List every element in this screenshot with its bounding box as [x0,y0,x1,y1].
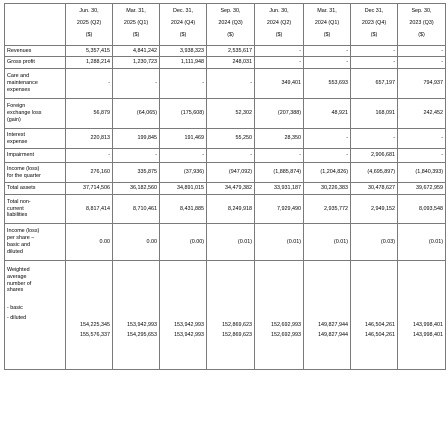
row-label [5,163,66,183]
period-unit: ($) [85,31,93,38]
value-cell: 1,288,214 [66,57,113,69]
value-cell: - [351,46,398,57]
period-unit: ($) [132,31,140,38]
period-unit: ($) [275,31,283,38]
value-cell: - [351,129,398,149]
shares-value-cell [398,261,446,370]
value-cell: 8,431,885 [160,195,207,224]
value-cell: (1,840,393) [398,163,446,183]
period-date: Jun. 30, [79,8,99,14]
value-cell: 1,230,723 [113,57,160,69]
value-cell: 55,250 [207,129,255,149]
value-cell: 8,249,918 [207,195,255,224]
row-label [5,46,66,57]
basic-shares-value: 152,692,993 [271,322,301,328]
row-label [5,183,66,195]
row-label-line: for the quarter [7,172,41,179]
row-label-line: basic and [7,242,31,248]
quarterly-results-table [4,3,446,370]
value-cell: (0.01) [207,224,255,261]
value-cell: 2,935,772 [304,195,351,224]
period-quarter: 2023 (Q4) [361,19,387,26]
value-cell: 335,875 [113,163,160,183]
row-label-line: maintenance [7,80,38,87]
value-cell: (1,885,874) [255,163,304,183]
diluted-label: - diluted [7,315,27,322]
value-cell: 5,357,415 [66,46,113,57]
value-cell: 349,401 [255,69,304,99]
value-cell: 7,929,490 [255,195,304,224]
period-date: Mar. 31, [126,8,146,14]
value-cell: 28,350 [255,129,304,149]
header-blank-cell [5,4,66,46]
period-date: Dec. 31, [172,8,194,14]
table-row [5,163,446,183]
row-label-line: per share – [7,235,35,242]
table-row [5,129,446,149]
row-label-line: Care and [7,73,30,80]
value-cell: - [207,69,255,99]
diluted-shares-value: 146,504,261 [365,332,395,338]
value-cell: - [398,129,446,149]
value-cell: - [304,129,351,149]
table-row [5,183,446,195]
row-label-line: expense [7,138,28,145]
value-cell: 1,111,948 [160,57,207,69]
value-cell: 191,469 [160,129,207,149]
value-cell: 199,845 [113,129,160,149]
value-cell: - [66,69,113,99]
value-cell: 8,817,414 [66,195,113,224]
value-cell: - [351,57,398,69]
value-cell: (947,092) [207,163,255,183]
basic-shares-value: 149,827,944 [318,322,348,328]
value-cell: 248,031 [207,57,255,69]
table-row [5,149,446,163]
period-unit: ($) [227,31,234,38]
value-cell: - [304,46,351,57]
row-label-line: Gross profit [7,59,35,66]
value-cell: 2,949,152 [351,195,398,224]
period-header-cell [207,4,255,46]
basic-shares-value: 146,504,261 [365,322,395,328]
value-cell: - [398,46,446,57]
shares-row [5,261,446,370]
basic-shares-value: 153,942,993 [127,322,157,328]
value-cell: 657,197 [351,69,398,99]
row-label-line: Impairment [7,152,34,159]
diluted-shares-value: 149,827,944 [318,332,348,338]
shares-value-cell [207,261,255,370]
diluted-shares-value: 154,295,653 [127,332,157,338]
period-unit: ($) [323,31,331,38]
value-cell: (207,388) [255,99,304,129]
diluted-shares-value: 152,692,993 [271,332,301,338]
period-date: Jun. 30, [269,8,289,14]
value-cell: 4,841,242 [113,46,160,57]
value-cell: 2,535,617 [207,46,255,57]
shares-value-cell [351,261,398,370]
value-cell: 48,921 [304,99,351,129]
shares-label [5,261,66,370]
value-cell: 39,672,959 [398,183,446,195]
period-quarter: 2024 (Q1) [314,19,340,26]
value-cell: (4,695,897) [351,163,398,183]
value-cell: - [160,149,207,163]
value-cell: (1,204,826) [304,163,351,183]
row-label-line: diluted [7,248,23,255]
period-header-cell [66,4,113,46]
row-label-line: Revenues [7,47,32,54]
shares-label-line: number of [7,280,32,287]
row-label-line: Total assets [7,185,36,192]
shares-value-cell [160,261,207,370]
diluted-shares-value: 152,869,623 [222,332,252,338]
shares-value-cell [66,261,113,370]
value-cell: - [160,69,207,99]
value-cell: 37,714,506 [66,183,113,195]
value-cell: (0.01) [304,224,351,261]
table-row [5,99,446,129]
value-cell: - [66,149,113,163]
value-cell: 34,479,382 [207,183,255,195]
value-cell: - [304,57,351,69]
row-label [5,224,66,261]
value-cell: 52,302 [207,99,255,129]
value-cell: 34,891,015 [160,183,207,195]
value-cell: 33,931,187 [255,183,304,195]
basic-label: - basic [7,305,23,312]
value-cell: 8,710,461 [113,195,160,224]
shares-label-line: Weighted [7,267,30,273]
period-quarter: 2024 (Q2) [266,19,292,26]
value-cell: 0.00 [113,224,160,261]
table-row [5,46,446,57]
row-label-line: Income (loss) [7,165,40,172]
row-label [5,69,66,99]
table-row [5,195,446,224]
period-header-cell [160,4,207,46]
value-cell: 794,937 [398,69,446,99]
value-cell: 168,091 [351,99,398,129]
value-cell: - [255,149,304,163]
period-quarter: 2025 (Q2) [76,19,102,26]
value-cell: 30,478,627 [351,183,398,195]
value-cell: - [304,149,351,163]
value-cell: (175,608) [160,99,207,129]
row-label [5,195,66,224]
period-quarter: 2024 (Q4) [170,19,196,26]
value-cell: 2,906,681 [351,149,398,163]
basic-shares-value: 152,869,623 [222,322,252,328]
table-row [5,57,446,69]
value-cell: 8,093,548 [398,195,446,224]
value-cell: (0.03) [351,224,398,261]
diluted-shares-value: 143,998,401 [413,332,443,338]
row-label-line: expenses [7,86,31,93]
period-unit: ($) [179,31,187,38]
row-label-line: Foreign [7,103,26,110]
row-label [5,99,66,129]
period-date: Sep. 30, [411,8,432,14]
period-quarter: 2025 (Q1) [123,19,149,26]
value-cell: 3,938,323 [160,46,207,57]
diluted-shares-value: 153,942,993 [174,332,204,338]
value-cell: - [255,57,304,69]
header-row [5,4,446,46]
row-label [5,57,66,69]
value-cell: - [398,57,446,69]
period-quarter: 2023 (Q3) [409,19,434,26]
value-cell: 242,452 [398,99,446,129]
shares-value-cell [304,261,351,370]
period-date: Dec 31, [364,8,384,14]
shares-value-cell [113,261,160,370]
period-date: Sep. 30, [220,8,241,14]
basic-shares-value: 154,225,345 [80,322,110,328]
value-cell: - [113,69,160,99]
value-cell: 220,813 [66,129,113,149]
value-cell: - [255,46,304,57]
value-cell: (0.01) [398,224,446,261]
period-unit: ($) [418,31,425,38]
value-cell: - [398,149,446,163]
shares-label-line: average [7,273,27,280]
period-header-cell [351,4,398,46]
row-label [5,129,66,149]
value-cell: 553,693 [304,69,351,99]
period-date: Mar. 31, [317,8,337,14]
row-label-line: Total non- [7,198,31,205]
value-cell: (0.01) [255,224,304,261]
row-label-line: exchange loss [7,110,42,117]
value-cell: 56,879 [66,99,113,129]
row-label-line: current [7,205,24,212]
shares-label-line: shares [7,287,24,294]
table-row [5,224,446,261]
value-cell: - [113,149,160,163]
value-cell: 0.00 [66,224,113,261]
row-label [5,149,66,163]
table-row [5,69,446,99]
row-label-line: (gain) [7,116,21,123]
period-header-cell [113,4,160,46]
period-header-cell [304,4,351,46]
row-label-line: Income (loss) [7,228,40,235]
period-quarter: 2024 (Q3) [218,19,243,26]
value-cell: (0.00) [160,224,207,261]
value-cell: 30,226,383 [304,183,351,195]
basic-shares-value: 153,942,993 [174,322,204,328]
value-cell: 36,182,560 [113,183,160,195]
period-header-cell [255,4,304,46]
value-cell: (37,936) [160,163,207,183]
value-cell: 276,160 [66,163,113,183]
row-label-line: liabilities [7,212,28,219]
period-header-cell [398,4,446,46]
basic-shares-value: 143,998,401 [413,322,443,328]
value-cell: - [207,149,255,163]
shares-value-cell [255,261,304,370]
period-unit: ($) [370,31,378,38]
value-cell: (64,065) [113,99,160,129]
diluted-shares-value: 155,576,337 [80,332,110,338]
row-label-line: Interest [7,131,25,138]
